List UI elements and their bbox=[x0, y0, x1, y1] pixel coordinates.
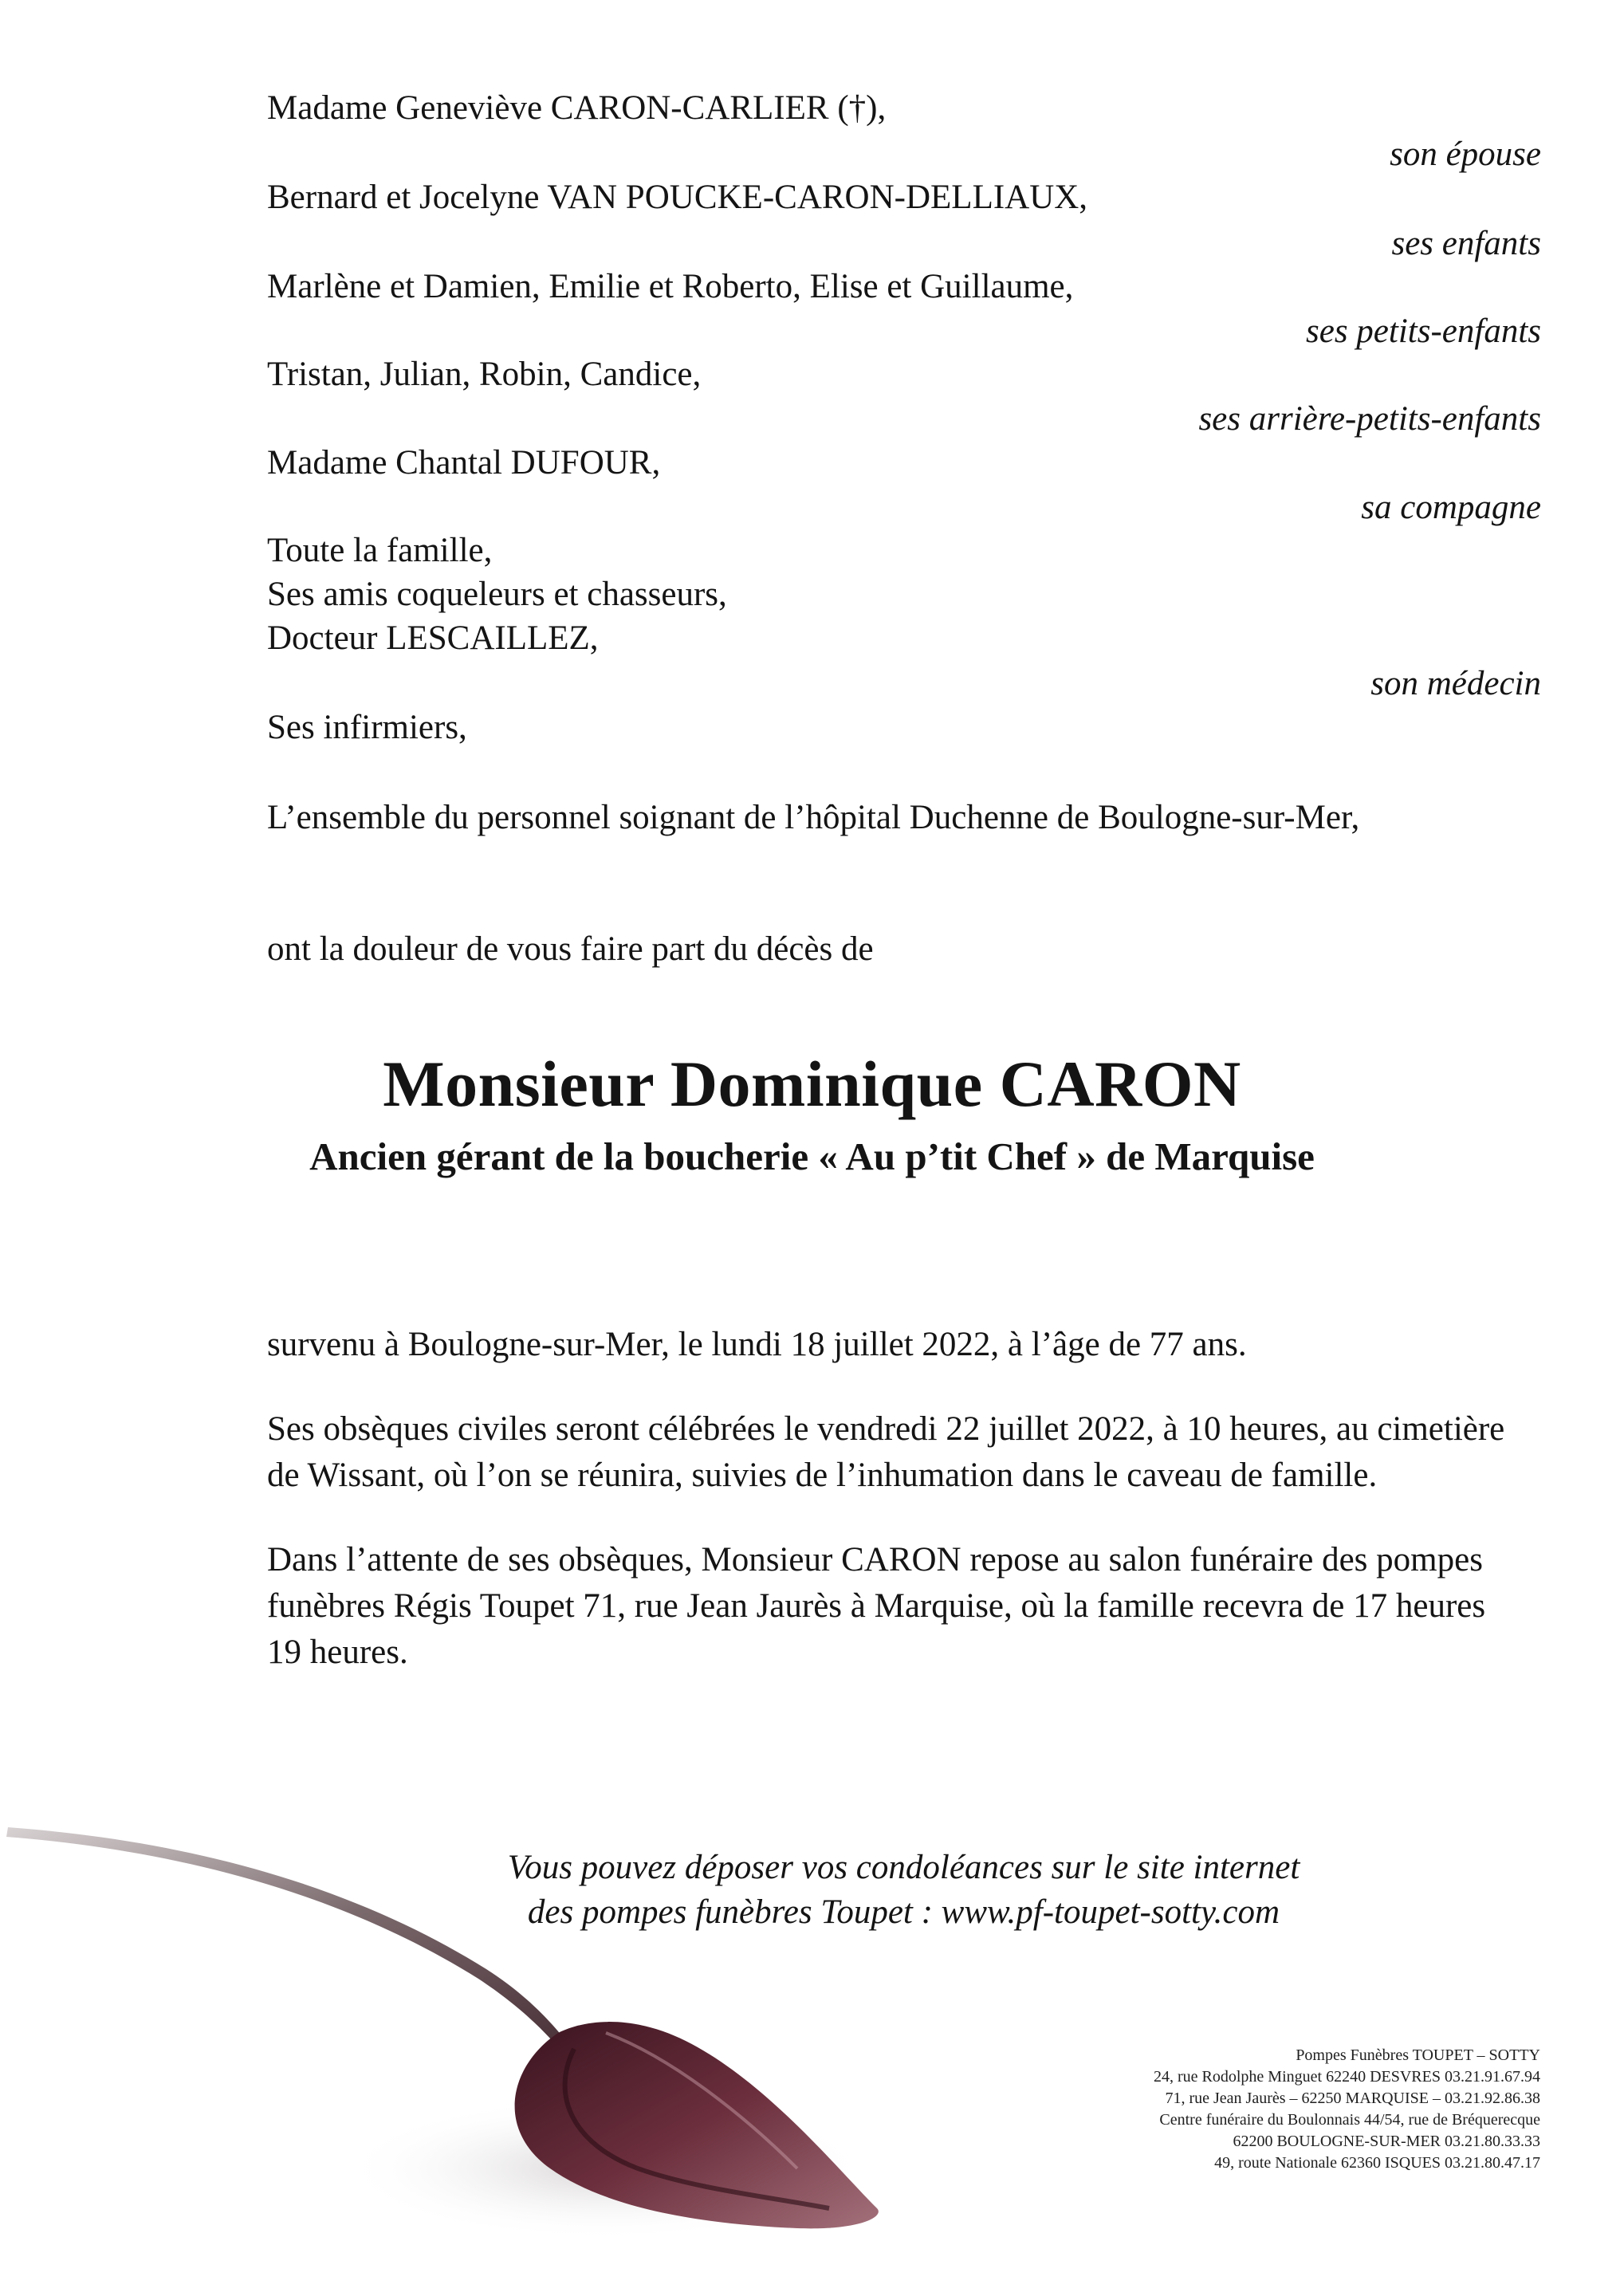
staff-line: L’ensemble du personnel soignant de l’hôpital Duchenne de Boulogne-sur-Mer, bbox=[267, 799, 1360, 836]
family-role-grandchildren: ses petits-enfants bbox=[1306, 313, 1541, 350]
others-family: Toute la famille, bbox=[267, 532, 493, 569]
family-role-wife: son épouse bbox=[1390, 136, 1541, 173]
condolences-line-2: des pompes funèbres Toupet : www.pf-toupet-sotty.com bbox=[527, 1893, 1280, 1931]
family-name-companion: Madame Chantal DUFOUR, bbox=[267, 444, 661, 482]
family-role-great-grandchildren: ses arrière-petits-enfants bbox=[1198, 400, 1541, 438]
others-doctor: Docteur LESCAILLEZ, bbox=[267, 619, 599, 657]
family-role-companion: sa compagne bbox=[1361, 489, 1541, 526]
announcement-line: ont la douleur de vous faire part du décès de bbox=[267, 930, 874, 968]
paragraph-death: survenu à Boulogne-sur-Mer, le lundi 18 juillet 2022, à l’âge de 77 ans. bbox=[267, 1326, 1247, 1363]
family-name-grandchildren: Marlène et Damien, Emilie et Roberto, Elise et Guillaume, bbox=[267, 268, 1074, 305]
notice-body bbox=[267, 1322, 1511, 1714]
condolences-line-1: Vous pouvez déposer vos condoléances sur le site internet bbox=[507, 1849, 1300, 1886]
paragraph-funeral: Ses obsèques civiles seront célébrées le vendredi 22 juillet 2022, à 10 heures, au cimetière de Wissant, où l’on se réunira, suivies de l’inhumation dans le caveau de famille. bbox=[267, 1410, 1505, 1494]
others-friends: Ses amis coqueleurs et chasseurs, bbox=[267, 576, 727, 613]
family-name-children: Bernard et Jocelyne VAN POUCKE-CARON-DELLIAUX, bbox=[267, 179, 1088, 216]
deceased-title: Ancien gérant de la boucherie « Au p’tit Chef » de Marquise bbox=[309, 1134, 1315, 1178]
agency-address-marquise: 71, rue Jean Jaurès – 62250 MARQUISE – 03.21.92.86.38 bbox=[1165, 2090, 1540, 2107]
nurses-line: Ses infirmiers, bbox=[267, 709, 467, 746]
condolences-note bbox=[0, 1846, 1624, 1935]
family-name-wife: Madame Geneviève CARON-CARLIER (†), bbox=[267, 89, 887, 127]
agency-centre-funeraire: Centre funéraire du Boulonnais 44/54, rue de Bréquerecque bbox=[1159, 2111, 1540, 2129]
agency-address-desvres: 24, rue Rodolphe Minguet 62240 DESVRES 03.21.91.67.94 bbox=[1154, 2068, 1540, 2086]
deceased-name: Monsieur Dominique CARON bbox=[383, 1048, 1241, 1120]
paragraph-viewing: Dans l’attente de ses obsèques, Monsieur CARON repose au salon funéraire des pompes funèbres Régis Toupet 71, rue Jean Jaurès à Marquise, où la famille recevra de 17 heures 19 heures. bbox=[267, 1541, 1486, 1671]
agency-name: Pompes Funèbres TOUPET – SOTTY bbox=[1296, 2046, 1540, 2064]
funeral-agency-info bbox=[1154, 2045, 1540, 2174]
agency-address-isques: 49, route Nationale 62360 ISQUES 03.21.80.47.17 bbox=[1214, 2154, 1540, 2172]
doctor-role: son médecin bbox=[1370, 665, 1541, 702]
family-name-great-grandchildren: Tristan, Julian, Robin, Candice, bbox=[267, 356, 702, 393]
family-role-children: ses enfants bbox=[1391, 225, 1541, 262]
agency-address-boulogne: 62200 BOULOGNE-SUR-MER 03.21.80.33.33 bbox=[1233, 2133, 1540, 2150]
